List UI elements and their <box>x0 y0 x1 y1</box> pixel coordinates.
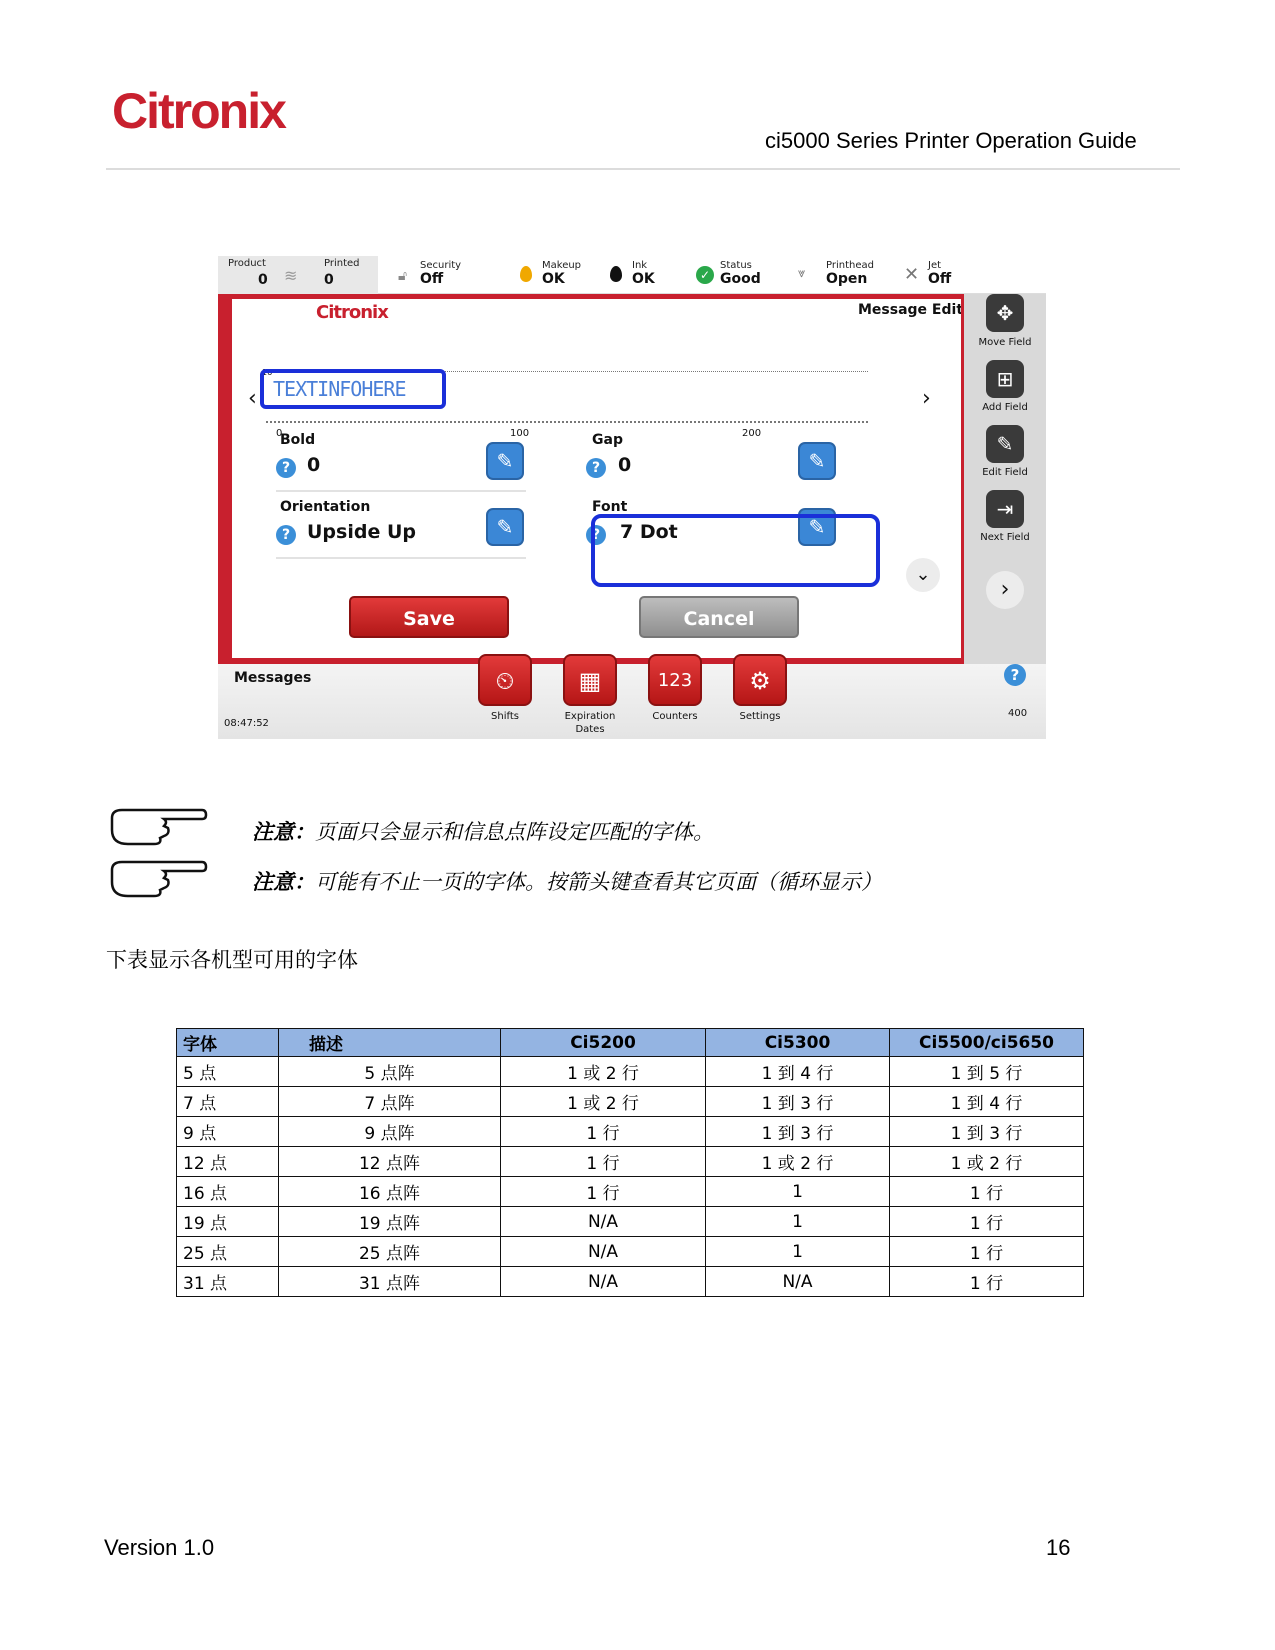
screen-title: Message Edit <box>858 302 964 318</box>
table-cell: 25 点 <box>177 1237 279 1267</box>
table-header-row <box>177 1029 1084 1057</box>
table-cell: 1 行 <box>501 1117 706 1147</box>
note-2-prefix: 注意： <box>252 869 315 894</box>
bold-help-icon[interactable]: ? <box>276 458 296 478</box>
table-cell: 1 行 <box>890 1177 1084 1207</box>
status-bar <box>218 256 1046 294</box>
save-button[interactable]: Save <box>349 596 509 638</box>
table-cell: 1 或 2 行 <box>890 1147 1084 1177</box>
status-check-icon: ✓ <box>696 266 714 284</box>
orientation-label: Orientation <box>280 499 371 515</box>
table-cell: 19 点 <box>177 1207 279 1237</box>
header-font: 字体 <box>177 1029 279 1057</box>
next-field-label: Next Field <box>980 532 1030 543</box>
table-cell: 16 点阵 <box>279 1177 501 1207</box>
lock-icon: 🔓︎ <box>398 268 408 284</box>
table-cell: 1 行 <box>501 1177 706 1207</box>
chevron-down-icon[interactable]: ⌄ <box>906 558 940 592</box>
edit-frame <box>218 299 964 664</box>
table-row <box>177 1087 1084 1117</box>
table-cell: 1 行 <box>501 1147 706 1177</box>
bold-edit-button[interactable]: ✎ <box>486 442 524 480</box>
stack-icon: ≋ <box>284 266 298 285</box>
printhead-icon: ⩔ <box>798 266 806 281</box>
table-cell: 25 点阵 <box>279 1237 501 1267</box>
font-edit-button[interactable]: ✎ <box>798 508 836 546</box>
message-text-field[interactable]: TEXTINFOHERE <box>273 377 406 401</box>
table-cell: 5 点 <box>177 1057 279 1087</box>
counters-icon[interactable]: 123 <box>648 654 702 706</box>
header-ci5200: Ci5200 <box>501 1029 706 1057</box>
add-field-icon[interactable]: ⊞ <box>986 360 1024 398</box>
table-cell: 16 点 <box>177 1177 279 1207</box>
table-cell: 7 点 <box>177 1087 279 1117</box>
property-divider <box>276 557 526 559</box>
note-2 <box>252 866 882 896</box>
table-cell: 19 点阵 <box>279 1207 501 1237</box>
ruler-tick-200: 200 <box>742 428 762 439</box>
page-number: 16 <box>1046 1535 1071 1560</box>
side-tool-panel <box>964 294 1046 664</box>
gap-help-icon[interactable]: ? <box>586 458 606 478</box>
printed-label: Printed <box>324 258 360 269</box>
table-row <box>177 1147 1084 1177</box>
table-cell: 1 <box>706 1177 890 1207</box>
chevron-right-icon[interactable]: › <box>986 571 1024 609</box>
height-marker: 16 <box>262 368 273 377</box>
product-label: Product <box>228 258 266 269</box>
expiration-dates-icon[interactable]: ▦ <box>563 654 617 706</box>
font-help-icon[interactable]: ? <box>586 525 606 545</box>
table-cell: 12 点阵 <box>279 1147 501 1177</box>
orientation-edit-button[interactable]: ✎ <box>486 508 524 546</box>
edit-field-label: Edit Field <box>982 467 1028 478</box>
gap-value: 0 <box>618 454 632 476</box>
note-1-prefix: 注意： <box>252 819 315 844</box>
table-cell: 1 到 3 行 <box>890 1117 1084 1147</box>
table-cell: N/A <box>501 1207 706 1237</box>
screen-brand-logo: Citronix <box>316 302 388 323</box>
table-cell: 1 到 4 行 <box>706 1057 890 1087</box>
message-ruler-bottom <box>266 421 868 427</box>
footer-version: Version 1.0 <box>104 1535 215 1560</box>
shifts-label: Shifts <box>491 711 519 722</box>
note-2-text: 可能有不止一页的字体。按箭头键查看其它页面（循环显示） <box>315 870 882 894</box>
help-icon[interactable]: ? <box>1004 664 1026 686</box>
status-label: Status <box>720 260 752 271</box>
table-cell: 1 到 3 行 <box>706 1087 890 1117</box>
table-cell: 5 点阵 <box>279 1057 501 1087</box>
table-cell: 1 <box>706 1237 890 1267</box>
scroll-right-arrow[interactable]: › <box>922 386 931 411</box>
table-cell: 1 到 4 行 <box>890 1087 1084 1117</box>
table-cell: 1 行 <box>890 1267 1084 1297</box>
ink-value: OK <box>632 271 655 287</box>
settings-icon[interactable]: ⚙ <box>733 654 787 706</box>
font-label: Font <box>592 499 628 515</box>
expiration-dates-label: Expiration Dates <box>564 711 616 735</box>
table-row <box>177 1237 1084 1267</box>
text-field-highlight <box>260 369 446 409</box>
jet-value: Off <box>928 271 952 287</box>
ink-drop-icon <box>610 266 622 282</box>
table-cell: N/A <box>501 1237 706 1267</box>
scroll-left-arrow[interactable]: ‹ <box>248 386 257 411</box>
table-row <box>177 1057 1084 1087</box>
font-availability-table <box>176 1028 1084 1297</box>
font-field-highlight <box>591 514 880 587</box>
edit-field-icon[interactable]: ✎ <box>986 425 1024 463</box>
ruler-tick-100: 100 <box>510 428 530 439</box>
pointing-hand-icon <box>108 804 208 848</box>
table-cell: 9 点 <box>177 1117 279 1147</box>
clock-time: 08:47:52 <box>224 718 269 729</box>
gap-label: Gap <box>592 432 623 448</box>
table-cell: 1 或 2 行 <box>501 1087 706 1117</box>
table-cell: 31 点 <box>177 1267 279 1297</box>
message-count: 400 <box>1008 708 1028 719</box>
table-cell: N/A <box>501 1267 706 1297</box>
gap-edit-button[interactable]: ✎ <box>798 442 836 480</box>
jet-off-icon: ✕ <box>904 264 920 285</box>
table-cell: 1 或 2 行 <box>706 1147 890 1177</box>
table-row <box>177 1267 1084 1297</box>
ruler-tick-0: 0 <box>276 428 283 439</box>
table-cell: N/A <box>706 1267 890 1297</box>
table-cell: 1 到 5 行 <box>890 1057 1084 1087</box>
header-ci5300: Ci5300 <box>706 1029 890 1057</box>
bold-label: Bold <box>280 432 316 448</box>
font-value: 7 Dot <box>620 521 678 543</box>
move-field-icon[interactable]: ✥ <box>986 294 1024 332</box>
table-cell: 9 点阵 <box>279 1117 501 1147</box>
header-ci5500: Ci5500/ci5650 <box>890 1029 1084 1057</box>
counters-label: Counters <box>652 711 698 722</box>
table-cell: 1 或 2 行 <box>501 1057 706 1087</box>
table-intro-text: 下表显示各机型可用的字体 <box>106 948 358 972</box>
pointing-hand-icon <box>108 856 208 900</box>
citronix-logo: Citronix <box>112 83 285 139</box>
next-field-icon[interactable]: ⇥ <box>986 490 1024 528</box>
move-field-label: Move Field <box>978 337 1032 348</box>
table-row <box>177 1207 1084 1237</box>
table-row <box>177 1177 1084 1207</box>
security-label: Security <box>420 260 462 271</box>
makeup-label: Makeup <box>542 260 582 271</box>
settings-label: Settings <box>739 711 781 722</box>
printer-screen <box>218 256 1046 739</box>
note-1 <box>252 816 714 846</box>
cancel-button[interactable]: Cancel <box>639 596 799 638</box>
security-value: Off <box>420 271 444 287</box>
orientation-value: Upside Up <box>307 521 416 543</box>
note-1-text: 页面只会显示和信息点阵设定匹配的字体。 <box>315 820 714 844</box>
table-cell: 31 点阵 <box>279 1267 501 1297</box>
status-value: Good <box>720 271 761 287</box>
shifts-icon[interactable]: ⏲ <box>478 654 532 706</box>
ink-label: Ink <box>632 260 648 271</box>
table-cell: 1 <box>706 1207 890 1237</box>
messages-label[interactable]: Messages <box>234 670 312 686</box>
bottom-nav-bar <box>218 664 1046 739</box>
table-cell: 12 点 <box>177 1147 279 1177</box>
printhead-value: Open <box>826 271 868 287</box>
orientation-help-icon[interactable]: ? <box>276 525 296 545</box>
makeup-value: OK <box>542 271 565 287</box>
table-cell: 7 点阵 <box>279 1087 501 1117</box>
jet-label: Jet <box>928 260 942 271</box>
header-description: 描述 <box>279 1029 501 1057</box>
printed-value: 0 <box>324 272 334 288</box>
table-row <box>177 1117 1084 1147</box>
printhead-label: Printhead <box>826 260 874 271</box>
makeup-drop-icon <box>520 266 532 282</box>
table-cell: 1 行 <box>890 1237 1084 1267</box>
property-divider <box>276 490 526 492</box>
bold-value: 0 <box>307 454 321 476</box>
add-field-label: Add Field <box>982 402 1028 413</box>
document-title: ci5000 Series Printer Operation Guide <box>765 128 1137 153</box>
product-value: 0 <box>258 272 268 288</box>
header-divider <box>106 168 1180 170</box>
table-cell: 1 到 3 行 <box>706 1117 890 1147</box>
table-cell: 1 行 <box>890 1207 1084 1237</box>
